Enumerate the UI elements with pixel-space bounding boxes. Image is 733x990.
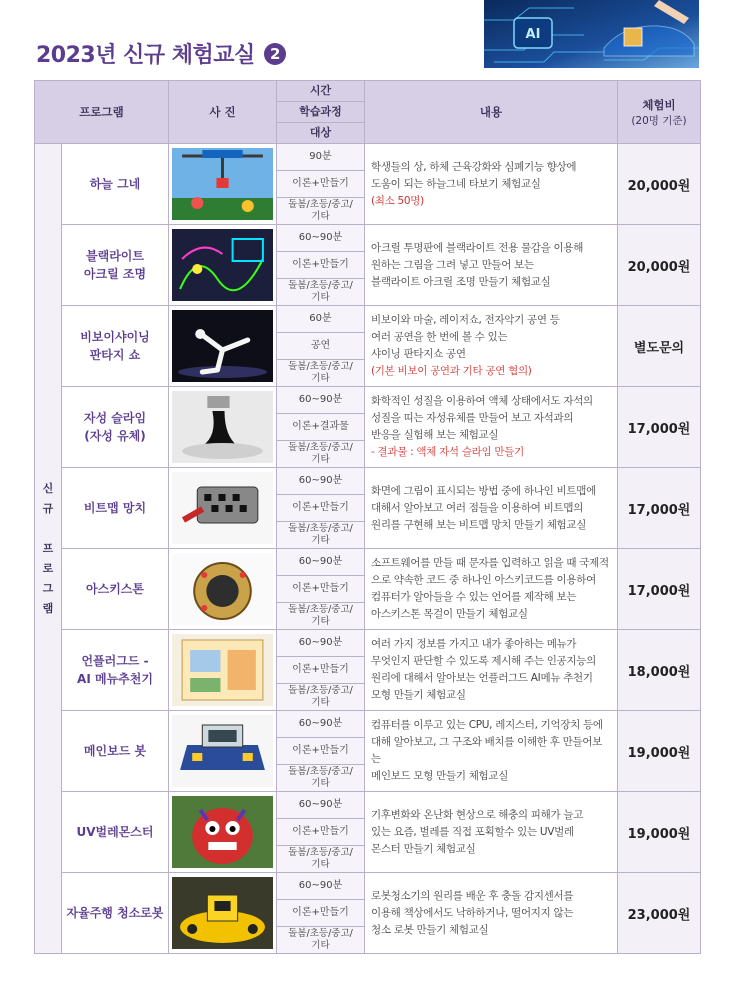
description-line: 아스키스톤 목걸이 만들기 체험교실 — [371, 608, 528, 620]
description-line: 샤이닝 판타지쇼 공연 — [371, 348, 466, 360]
program-photo-image — [172, 715, 273, 787]
program-photo-image — [172, 553, 273, 625]
program-target-line2: 기타 — [311, 211, 330, 222]
header-program: 프로그램 — [35, 81, 169, 144]
description-line: 무엇인지 판단할 수 있도록 제시해 주는 인공지능의 — [371, 655, 596, 667]
description-line: 컴퓨터를 이루고 있는 CPU, 레지스터, 기억장치 등에 — [371, 719, 603, 731]
description-line: 아크릴 투명판에 블랙라이트 전용 물감을 이용해 — [371, 241, 584, 254]
category-char: 프 — [42, 541, 54, 555]
program-photo — [169, 306, 277, 387]
program-fee: 19,000원 — [618, 711, 701, 792]
page-title-text: 2023년 신규 체험교실 — [36, 43, 255, 68]
program-target-line2: 기타 — [311, 292, 330, 303]
program-target-line2: 기타 — [311, 616, 330, 627]
description-line: 으로 약속한 코드 중 하나인 아스키코드를 이용하여 — [371, 574, 596, 586]
description-line: 소프트웨어를 만들 때 문자를 입력하고 읽을 때 국제적 — [371, 557, 609, 569]
program-name — [62, 225, 169, 306]
description-line: 여러 공연을 한 번에 볼 수 있는 — [371, 331, 508, 343]
description-line: 성질을 띠는 자성유체를 만들어 보고 자석과의 — [371, 412, 574, 424]
description-line: 여러 가지 정보를 가지고 내가 좋아하는 메뉴가 — [371, 638, 577, 650]
program-description — [365, 792, 618, 873]
program-fee: 18,000원 — [618, 630, 701, 711]
program-target-line1: 돌봄/초등/중고/ — [288, 766, 353, 777]
program-target — [277, 279, 364, 305]
description-line: 원리에 대해서 알아보는 언플러그드 AI메뉴 추천기 — [371, 672, 593, 684]
description-line: 기후변화와 온난화 현상으로 해충의 피해가 늘고 — [371, 808, 584, 821]
program-target-line1: 돌봄/초등/중고/ — [288, 847, 353, 858]
program-name-line1: 블랙라이트 — [86, 249, 144, 263]
program-photo-image — [172, 310, 273, 382]
header-fee-sub: (20명 기준) — [631, 114, 687, 127]
program-name-line1: 비보이샤이닝 — [80, 330, 150, 344]
program-target-line1: 돌봄/초등/중고/ — [288, 361, 353, 372]
program-description — [365, 549, 618, 630]
program-fee: 17,000원 — [618, 387, 701, 468]
description-line: 화학적인 성질을 이용하여 액체 상태에서도 자석의 — [371, 395, 593, 407]
program-process: 이론+만들기 — [277, 171, 364, 198]
program-process: 이론+만들기 — [277, 252, 364, 279]
program-target — [277, 603, 364, 629]
program-target — [277, 765, 364, 791]
svg-text:AI: AI — [525, 27, 541, 42]
description-line: 컴퓨터가 알아들을 수 있는 언어를 제작해 보는 — [371, 591, 577, 603]
program-time: 60~90분 — [277, 387, 364, 414]
program-target-line2: 기타 — [311, 454, 330, 465]
program-target-line2: 기타 — [311, 535, 330, 546]
program-fee: 19,000원 — [618, 792, 701, 873]
program-target-line1: 돌봄/초등/중고/ — [288, 523, 353, 534]
program-target — [277, 522, 364, 548]
description-line: 이용해 책상에서도 낙하하거나, 떨어지지 않는 — [371, 906, 574, 919]
program-target-line2: 기타 — [311, 373, 330, 384]
program-photo — [169, 144, 277, 225]
program-fee: 17,000원 — [618, 549, 701, 630]
description-line: 로봇청소기의 원리를 배운 후 충돌 감지센서를 — [371, 889, 574, 902]
program-photo-image — [172, 148, 273, 220]
program-photo — [169, 225, 277, 306]
program-target-line2: 기타 — [311, 940, 330, 951]
program-time: 60~90분 — [277, 630, 364, 657]
description-line: 블랙라이트 아크릴 조명 만들기 체험교실 — [371, 275, 551, 288]
category-char: 램 — [42, 601, 54, 615]
program-name-line1: 언플러그드 - — [81, 654, 149, 668]
program-fee: 23,000원 — [618, 873, 701, 954]
title-number-badge: 2 — [264, 43, 286, 65]
program-photo — [169, 873, 277, 954]
description-line: 화면에 그림이 표시되는 방법 중에 하나인 비트맵에 — [371, 484, 596, 497]
program-time: 60~90분 — [277, 873, 364, 900]
program-name-line1: 비트맵 망치 — [83, 501, 147, 515]
program-name — [62, 711, 169, 792]
program-name — [62, 468, 169, 549]
description-line: 몬스터 만들기 체험교실 — [371, 842, 476, 855]
program-name-line2: AI 메뉴추천기 — [77, 672, 153, 686]
program-process: 이론+만들기 — [277, 576, 364, 603]
program-name-line1: 메인보드 봇 — [83, 744, 147, 758]
program-name-line1: UV벌레몬스터 — [76, 825, 154, 839]
program-process: 공연 — [277, 333, 364, 360]
program-target-line2: 기타 — [311, 778, 330, 789]
program-schedule — [277, 306, 365, 387]
program-time: 60~90분 — [277, 468, 364, 495]
program-photo-image — [172, 391, 273, 463]
program-row — [35, 468, 701, 549]
program-photo — [169, 711, 277, 792]
header-banner-image — [484, 0, 699, 68]
program-schedule — [277, 225, 365, 306]
program-photo — [169, 468, 277, 549]
program-fee: 별도문의 — [618, 306, 701, 387]
program-process: 이론+만들기 — [277, 738, 364, 765]
program-photo-image — [172, 796, 273, 868]
description-line: 원리를 구현해 보는 비트맵 망치 만들기 체험교실 — [371, 518, 587, 531]
program-time: 60~90분 — [277, 711, 364, 738]
program-target-line1: 돌봄/초등/중고/ — [288, 604, 353, 615]
program-description — [365, 225, 618, 306]
program-fee: 20,000원 — [618, 225, 701, 306]
header-content: 내용 — [365, 81, 618, 144]
program-photo-image — [172, 634, 273, 706]
program-row — [35, 873, 701, 954]
description-line: 있는 요즘, 벌레를 직접 포획할수 있는 UV벌레 — [371, 825, 574, 838]
program-description — [365, 468, 618, 549]
description-line: 대해 알아보고, 그 구조와 배치를 이해한 후 만들어보는 — [371, 736, 603, 765]
program-row — [35, 630, 701, 711]
program-name-line1: 자율주행 청소로봇 — [66, 906, 164, 920]
program-description — [365, 387, 618, 468]
program-schedule — [277, 873, 365, 954]
program-name — [62, 792, 169, 873]
program-description — [365, 306, 618, 387]
program-schedule — [277, 711, 365, 792]
program-name — [62, 630, 169, 711]
page-title — [36, 38, 286, 69]
program-name-line2: 아크릴 조명 — [83, 267, 147, 281]
program-description — [365, 873, 618, 954]
program-target-line2: 기타 — [311, 697, 330, 708]
program-row — [35, 549, 701, 630]
program-target — [277, 846, 364, 872]
program-schedule — [277, 792, 365, 873]
program-target — [277, 441, 364, 467]
program-target-line1: 돌봄/초등/중고/ — [288, 442, 353, 453]
description-note: (기본 비보이 공연과 기타 공연 협의) — [371, 365, 532, 377]
program-target-line1: 돌봄/초등/중고/ — [288, 685, 353, 696]
program-row — [35, 144, 701, 225]
program-time: 60~90분 — [277, 792, 364, 819]
program-target-line1: 돌봄/초등/중고/ — [288, 928, 353, 939]
program-process: 이론+결과물 — [277, 414, 364, 441]
program-photo-image — [172, 877, 273, 949]
description-line: 반응을 실험해 보는 체험교실 — [371, 429, 499, 441]
header-time: 시간 — [277, 81, 364, 102]
program-target — [277, 198, 364, 224]
description-line: 학생들의 상, 하체 근육강화와 심폐기능 향상에 — [371, 160, 577, 173]
program-name-line1: 자성 슬라임 — [83, 411, 147, 425]
description-note: - 결과물 : 액체 자석 슬라임 만들기 — [371, 446, 524, 458]
program-photo — [169, 630, 277, 711]
header-photo: 사 진 — [169, 81, 277, 144]
program-target-line2: 기타 — [311, 859, 330, 870]
program-photo — [169, 792, 277, 873]
program-process: 이론+만들기 — [277, 657, 364, 684]
program-table — [34, 80, 701, 954]
description-line: 청소 로봇 만들기 체험교실 — [371, 923, 489, 936]
program-photo-image — [172, 229, 273, 301]
program-name — [62, 144, 169, 225]
header-time-process-target — [277, 81, 365, 144]
header-process: 학습과정 — [277, 102, 364, 123]
program-process: 이론+만들기 — [277, 819, 364, 846]
program-target — [277, 684, 364, 710]
program-name — [62, 387, 169, 468]
description-line: 메인보드 모형 만들기 체험교실 — [371, 770, 509, 782]
program-name — [62, 549, 169, 630]
program-name — [62, 873, 169, 954]
description-note: (최소 50명) — [371, 194, 424, 207]
category-char — [35, 519, 61, 539]
program-description — [365, 711, 618, 792]
program-photo — [169, 549, 277, 630]
program-row — [35, 225, 701, 306]
program-photo — [169, 387, 277, 468]
program-fee: 20,000원 — [618, 144, 701, 225]
program-row — [35, 711, 701, 792]
description-line: 원하는 그림을 그려 넣고 만들어 보는 — [371, 258, 534, 271]
program-name-line1: 아스키스톤 — [86, 582, 144, 596]
program-process: 이론+만들기 — [277, 900, 364, 927]
header-target: 대상 — [309, 126, 332, 139]
program-schedule — [277, 144, 365, 225]
program-fee: 17,000원 — [618, 468, 701, 549]
program-time: 90분 — [277, 144, 364, 171]
program-name-line2: (자성 유체) — [84, 429, 146, 443]
program-description — [365, 630, 618, 711]
description-line: 모형 만들기 체험교실 — [371, 689, 466, 701]
description-line: 대해서 알아보고 여러 점들을 이용하여 비트맵의 — [371, 501, 584, 514]
program-schedule — [277, 468, 365, 549]
description-line: 비보이와 마술, 레이저쇼, 전자악기 공연 등 — [371, 314, 560, 326]
category-char: 그 — [42, 581, 54, 595]
program-process: 이론+만들기 — [277, 495, 364, 522]
program-time: 60~90분 — [277, 225, 364, 252]
program-name-line2: 판타지 쇼 — [89, 348, 141, 362]
program-target — [277, 927, 364, 953]
program-time: 60분 — [277, 306, 364, 333]
category-char: 규 — [42, 501, 54, 515]
program-photo-image — [172, 472, 273, 544]
program-name-line1: 하늘 그네 — [89, 177, 141, 191]
category-label — [35, 144, 62, 954]
program-schedule — [277, 549, 365, 630]
program-time: 60~90분 — [277, 549, 364, 576]
program-target-line1: 돌봄/초등/중고/ — [288, 280, 353, 291]
program-schedule — [277, 630, 365, 711]
description-line: 도움이 되는 하늘그네 타보기 체험교실 — [371, 177, 541, 190]
program-row — [35, 387, 701, 468]
program-description — [365, 144, 618, 225]
header-fee — [618, 81, 701, 144]
program-name — [62, 306, 169, 387]
category-char: 신 — [42, 481, 54, 495]
program-target-line1: 돌봄/초등/중고/ — [288, 199, 353, 210]
program-target — [277, 360, 364, 386]
category-char: 로 — [42, 561, 54, 575]
program-row — [35, 792, 701, 873]
program-schedule — [277, 387, 365, 468]
header-fee-label: 체험비 — [642, 97, 676, 112]
program-row — [35, 306, 701, 387]
